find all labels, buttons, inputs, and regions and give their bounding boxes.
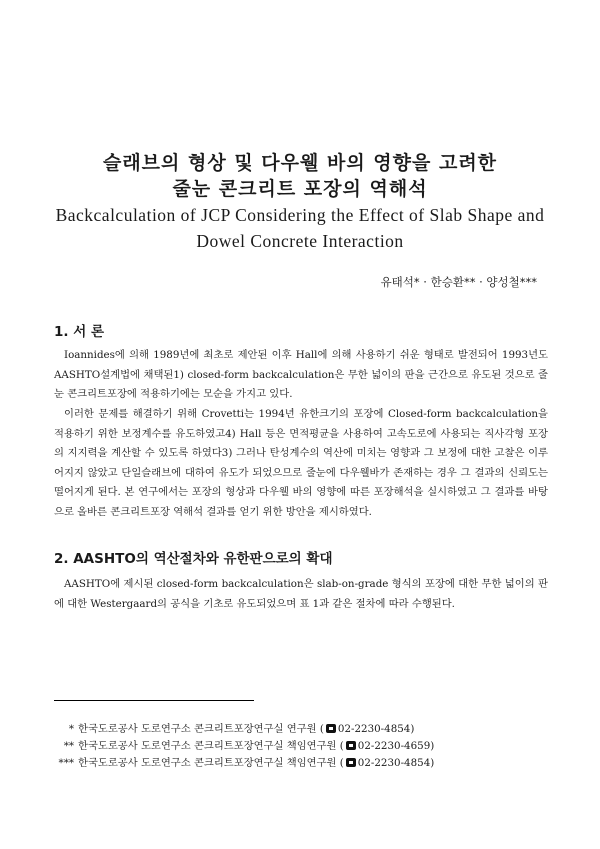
footnote-text: 한국도로공사 도로연구소 콘크리트포장연구실 연구원 (	[78, 723, 324, 735]
footnote-text: 한국도로공사 도로연구소 콘크리트포장연구실 책임연구원 (	[78, 757, 344, 769]
intro-paragraph-2: 이러한 문제를 해결하기 위해 Crovetti는 1994년 유한크기의 포장에 Closed-form backcalculation을 적용하기 위한 보정계수를 유도하였고4) Hall 등은 면적평균을 사용하여 고속도로에 사용되는 직사각형 포장의 지지력을 계산할 수 있도록 하였다3) 그러나 탄성계수의 역산에 미치는 영향과 그 보정에 대한 고찰은 이루어지지 않았고 단일슬래브에 대하여 유도가 되었으므로 줄눈에 다우웰바가 존재하는 경우 그 결과의 신뢰도는 떨어지게 된다. 본 연구에서는 포장의 형상과 다우웰 바의 영향에 따른 포장해석을 실시하였고 그 결과를 바탕으로 올바른 콘크리트포장 역해석 결과를 얻기 위한 방안을 제시하였다.	[54, 408, 548, 518]
footnote-3	[54, 754, 434, 769]
phone-icon	[326, 724, 336, 733]
section-heading-aashto: 2. AASHTO의 역산절차와 유한판으로의 확대	[54, 551, 333, 567]
footnote-phone: 02-2230-4854)	[337, 723, 415, 735]
footnote-2	[54, 737, 434, 752]
korean-title-line-2: 줄눈 콘크리트 포장의 역해석	[172, 178, 428, 200]
english-title-line-1: Backcalculation of JCP Considering the Effect of Slab Shape and	[55, 205, 545, 225]
footnote-divider	[54, 700, 254, 701]
korean-title-line-1: 슬래브의 형상 및 다우웰 바의 영향을 고려한	[102, 152, 498, 174]
footnote-phone: 02-2230-4854)	[357, 757, 435, 769]
footnote-text: 한국도로공사 도로연구소 콘크리트포장연구실 책임연구원 (	[78, 740, 344, 752]
phone-icon	[346, 741, 356, 750]
footnote-mark: *	[68, 723, 74, 735]
footnote-mark: ***	[58, 757, 74, 769]
english-title-line-2: Dowel Concrete Interaction	[196, 231, 404, 251]
footnote-phone: 02-2230-4659)	[357, 740, 435, 752]
aashto-paragraph: AASHTO에 제시된 closed-form backcalculation은 slab-on-grade 형식의 포장에 대한 무한 넓이의 판에 대한 Westergaard의 공식을 기초로 유도되었으며 표 1과 같은 절차에 따라 수행된다.	[54, 578, 548, 610]
author-list: 유태석* · 한승환** · 양성철***	[380, 275, 537, 289]
footnote-1	[54, 720, 414, 735]
phone-icon	[346, 758, 356, 767]
intro-paragraph-1: Ioannides에 의해 1989년에 최초로 제안된 이후 Hall에 의해 사용하기 쉬운 형태로 발전되어 1993년도 AASHTO설계법에 채택된1) closed-form backcalculation은 무한 넓이의 판을 근간으로 유도된 것으로 줄눈 콘크리트포장에 적용하기에는 모순을 가지고 있다.	[54, 349, 548, 400]
footnote-mark: **	[63, 740, 74, 752]
section-heading-introduction: 1. 서 론	[54, 324, 105, 340]
